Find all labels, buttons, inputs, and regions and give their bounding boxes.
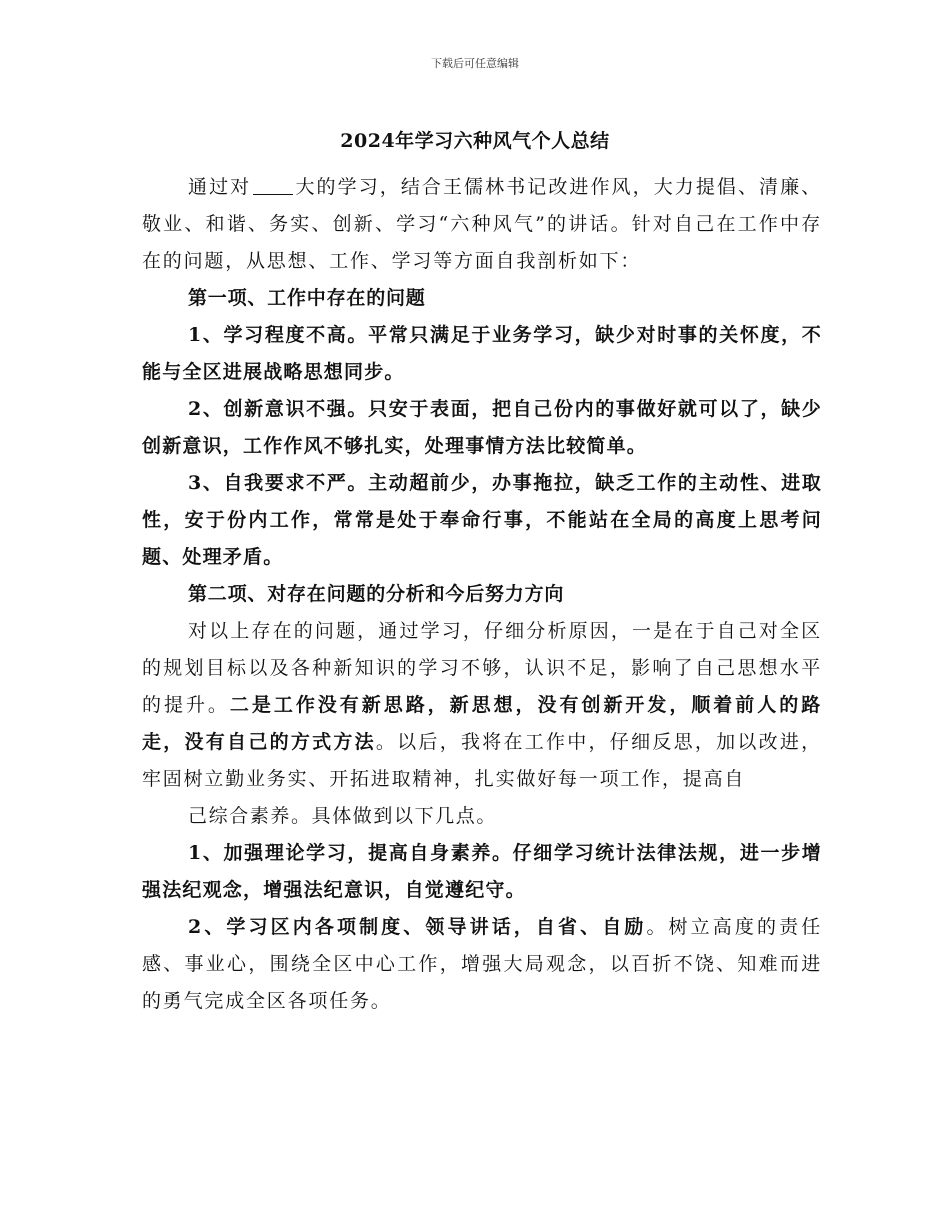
- continuation-line: 己综合素养。具体做到以下几点。: [188, 805, 498, 827]
- intro-text-rest: 大的学习，结合王儒林书记改进作风，大力提倡、清廉、敬业、和谐、务实、创新、学习“六种风气”的讲话。针对自己在工作中存在的问题，从思想、工作、学习等方面自我剖析如下：: [142, 176, 822, 272]
- problem-item-3: 3、自我要求不严。主动超前少，办事拖拉，缺乏工作的主动性、进取性，安于份内工作，常常是处于奉命行事，不能站在全局的高度上思考问题、处理矛盾。: [142, 472, 822, 568]
- action-item-1: 1、加强理论学习，提高自身素养。仔细学习统计法律法规，进一步增强法纪观念，增强法纪意识，自觉遵纪守。: [142, 842, 822, 901]
- page-header-note: 下载后可任意编辑: [431, 57, 519, 70]
- document-body: [142, 169, 822, 1020]
- action-item-2-text: 。树立高度的责任感、事业心，围绕全区中心工作，增强大局观念，以百折不饶、知难而进的勇气完成全区各项任务。: [142, 916, 822, 1012]
- section-heading-1: 第一项、工作中存在的问题: [188, 287, 426, 309]
- analysis-bold-text: 二是工作没有新思路，新思想，没有创新开发，顺着前人的路走，没有自己的方式方法: [142, 694, 823, 753]
- analysis-paragraph: [142, 613, 822, 798]
- action-item-2-lead: 2、学习区内各项制度、领导讲话，自省、自励: [188, 916, 647, 938]
- section-heading-2: 第二项、对存在问题的分析和今后努力方向: [188, 583, 565, 605]
- intro-text-start: 通过对: [188, 176, 252, 198]
- fill-blank: [253, 178, 293, 195]
- action-item-2: [142, 909, 822, 1020]
- analysis-text-start: 对以上存在的问题，通过学习，仔细分析原因，一是在于自己对全区的规划目标以及各种新知识的学习不够，认识不足，影响了自己思想水平的提升。: [142, 620, 822, 716]
- intro-paragraph: [142, 169, 822, 280]
- problem-item-2: 2、创新意识不强。只安于表面，把自己份内的事做好就可以了，缺少创新意识，工作作风不够扎实，处理事情方法比较简单。: [142, 398, 822, 457]
- analysis-text-end: 。以后，我将在工作中，仔细反思，加以改进，牢固树立勤业务实、开拓进取精神，扎实做好每一项工作，提高自: [142, 731, 822, 790]
- document-title: 2024年学习六种风气个人总结: [340, 130, 610, 152]
- problem-item-1: 1、学习程度不高。平常只满足于业务学习，缺少对时事的关怀度，不能与全区进展战略思想同步。: [142, 324, 822, 383]
